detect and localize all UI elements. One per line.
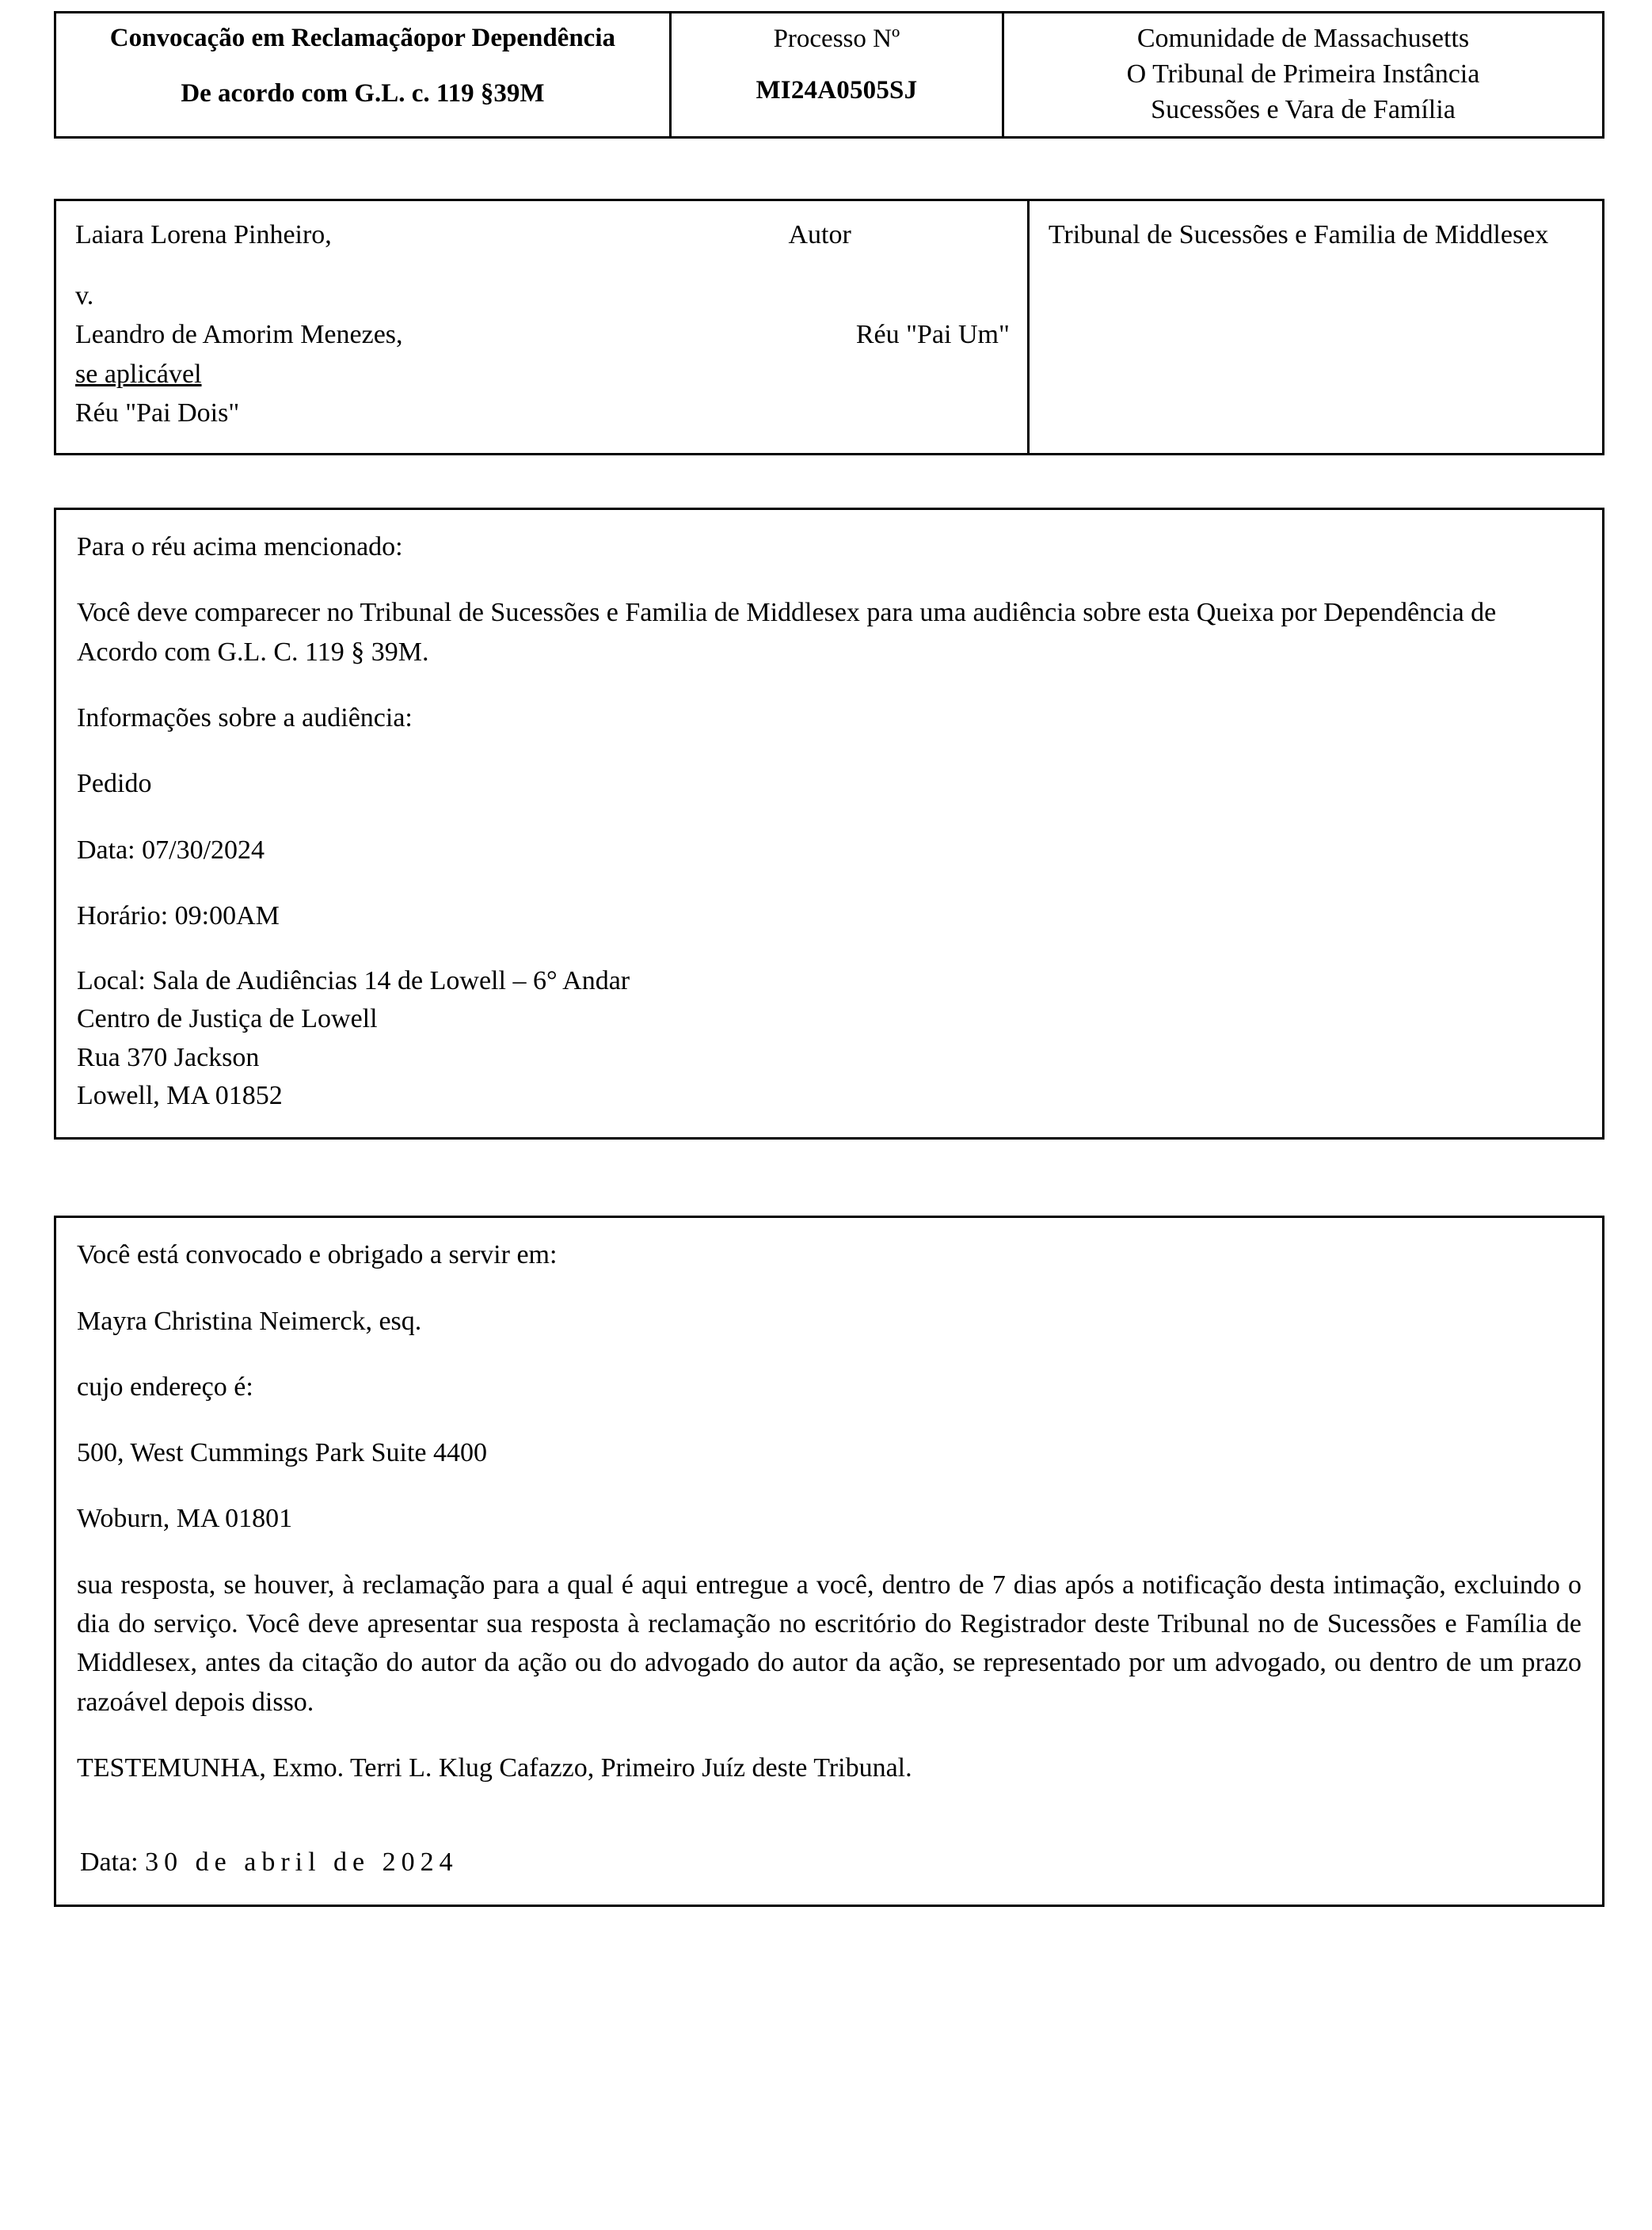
date-prefix: Data: bbox=[80, 1848, 146, 1878]
answer-paragraph: sua resposta, se houver, à reclamação para a qual é aqui entregue a você, dentro de 7 dias após a notificação desta intimação, excluindo o dia do serviço. Você deve apresentar sua resposta à reclamação no escritório do Registrador deste Tribunal no de Sucessões e Família de Middlesex, antes da citação do autor da ação ou do advogado do autor da ação, se representado por um advogado, ou dentro de um prazo razoável depois disso. bbox=[77, 1570, 1582, 1717]
header-table bbox=[54, 11, 1604, 139]
court-line-2: O Tribunal de Primeira Instância bbox=[1126, 59, 1480, 89]
hearing-location-line4: Lowell, MA 01852 bbox=[77, 1080, 283, 1110]
signature-date-line bbox=[77, 1843, 1582, 1882]
form-title-cell bbox=[55, 13, 671, 138]
witness-line: TESTEMUNHA, Exmo. Terri L. Klug Cafazzo, Primeiro Juíz deste Tribunal. bbox=[77, 1752, 912, 1783]
spacer-after-hearing bbox=[54, 1140, 1604, 1216]
court-division-label: Tribunal de Sucessões e Familia de Middlesex bbox=[1048, 219, 1549, 249]
plaintiff-name: Laiara Lorena Pinheiro, bbox=[75, 219, 332, 249]
date-value: 30 de abril de 2024 bbox=[145, 1848, 459, 1878]
form-title-line1: Convocação em Reclamaçãopor Dependência bbox=[109, 24, 615, 52]
parties-row bbox=[55, 200, 1604, 454]
court-line-1: Comunidade de Massachusetts bbox=[1136, 24, 1470, 53]
parties-table bbox=[54, 199, 1604, 455]
court-division-cell bbox=[1028, 200, 1603, 454]
defendant-row bbox=[75, 315, 1010, 354]
spacer-after-parties bbox=[54, 455, 1604, 508]
defendant-two-label: Réu "Pai Dois" bbox=[75, 398, 240, 428]
header-row bbox=[55, 13, 1604, 138]
service-block bbox=[54, 1216, 1604, 1906]
service-required-label: Você está convocado e obrigado a servir em: bbox=[77, 1240, 558, 1270]
hearing-date: Data: 07/30/2024 bbox=[77, 835, 265, 865]
hearing-block bbox=[54, 508, 1604, 1140]
appear-paragraph: Você deve comparecer no Tribunal de Sucessões e Familia de Middlesex para uma audiência sobre esta Queixa por Dependência de Acordo com G.L. C. 119 § 39M. bbox=[77, 598, 1497, 667]
hearing-info-label: Informações sobre a audiência: bbox=[77, 703, 413, 733]
case-number-label: Processo Nº bbox=[773, 25, 900, 53]
request-label: Pedido bbox=[77, 769, 152, 799]
plaintiff-row bbox=[75, 215, 1010, 254]
if-applicable-note: se aplicável bbox=[75, 359, 202, 389]
attorney-address-line2: Woburn, MA 01801 bbox=[77, 1504, 293, 1534]
case-number-value: MI24A0505SJ bbox=[756, 75, 918, 105]
defendant-name: Leandro de Amorim Menezes, bbox=[75, 320, 403, 350]
hearing-location-line3: Rua 370 Jackson bbox=[77, 1042, 260, 1072]
court-line-3: Sucessões e Vara de Família bbox=[1151, 94, 1456, 124]
form-title-line2: De acordo com G.L. c. 119 §39M bbox=[181, 78, 545, 108]
parties-caption-cell bbox=[55, 200, 1029, 454]
defendant-role: Réu "Pai Um" bbox=[855, 320, 1010, 350]
case-number-cell bbox=[670, 13, 1003, 138]
attorney-name: Mayra Christina Neimerck, esq. bbox=[77, 1306, 422, 1336]
attorney-address-line1: 500, West Cummings Park Suite 4400 bbox=[77, 1438, 487, 1468]
address-label: cujo endereço é: bbox=[77, 1372, 253, 1402]
plaintiff-role: Autor bbox=[788, 219, 851, 249]
court-identity-cell bbox=[1003, 13, 1603, 138]
hearing-location-line1: Local: Sala de Audiências 14 de Lowell – 6° Andar bbox=[77, 966, 630, 996]
to-defendant-label: Para o réu acima mencionado: bbox=[77, 532, 403, 562]
versus-label: v. bbox=[75, 280, 94, 310]
hearing-location-line2: Centro de Justiça de Lowell bbox=[77, 1004, 378, 1034]
spacer-after-header bbox=[54, 139, 1604, 199]
hearing-time: Horário: 09:00AM bbox=[77, 900, 280, 930]
